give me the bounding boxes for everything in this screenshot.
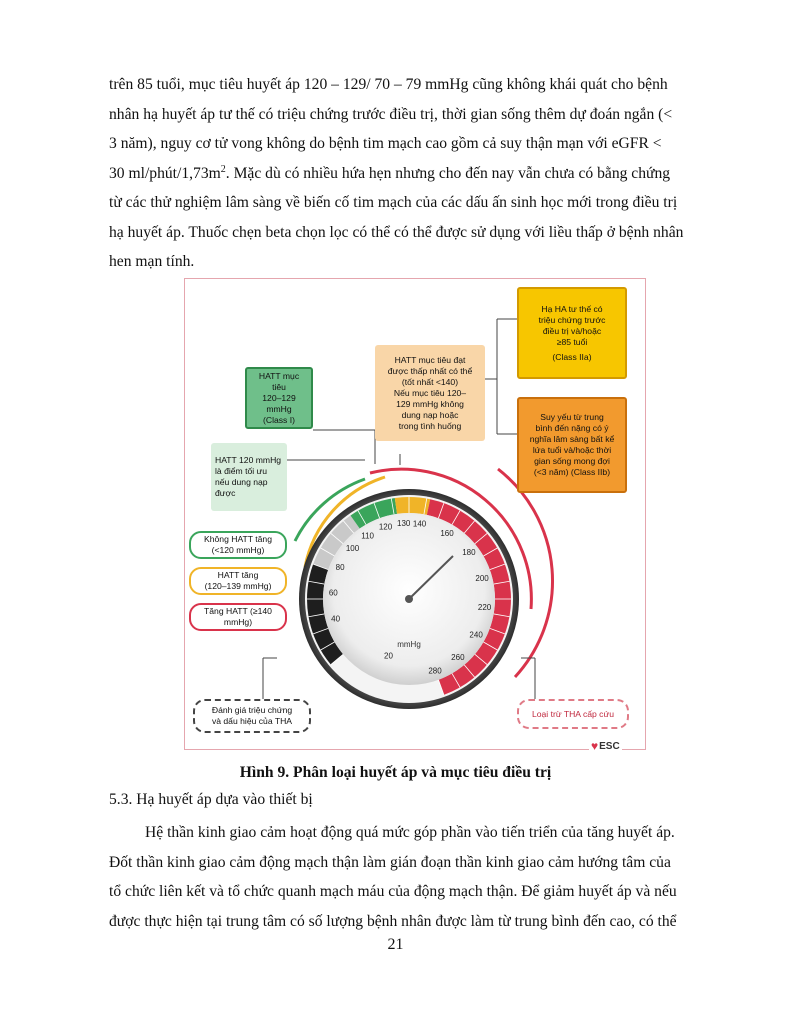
box-line: (Class I): [263, 414, 295, 425]
text-line: được thực hiện tại trung tâm có số lượng bệnh nhân được làm từ trung bình đến cao, có thể: [109, 912, 677, 930]
legend-line: (120–139 mmHg): [204, 581, 272, 591]
box-line: HATT mục tiêu: [258, 370, 300, 392]
text-line: nhân hạ huyết áp tư thế có triệu chứng trước điều trị, thời gian sống thêm dự đoán ngắn (<: [109, 105, 673, 123]
box-line: được: [215, 488, 236, 498]
page-number: 21: [387, 936, 404, 953]
text-line: hen mạn tính.: [109, 253, 195, 270]
legend-normal: [189, 531, 287, 559]
legend-hypertension: [189, 603, 287, 631]
legend-line: Không HATT tăng: [204, 534, 272, 544]
box-line: Hạ HA tư thế có: [541, 303, 603, 314]
gauge-tick-label: 100: [345, 544, 360, 554]
gauge-tick-label: 120: [378, 522, 393, 532]
box-orange-frailty: [517, 397, 627, 493]
esc-logo: [589, 739, 622, 753]
gauge-tick-label: 40: [331, 614, 341, 624]
box-line: (<3 năm) (Class IIb): [533, 467, 611, 477]
gauge-tick-label: 240: [469, 630, 483, 640]
box-line: trong tình huống: [398, 420, 462, 431]
gauge-tick-label: 60: [328, 588, 338, 598]
paragraph-bottom: [109, 818, 717, 936]
gauge-tick-label: 200: [475, 574, 489, 584]
box-line: (Class IIa): [552, 351, 592, 362]
box-line: HATT mục tiêu đạt: [394, 354, 466, 365]
text-line: Hệ thần kinh giao cảm hoạt động quá mức góp phần vào tiến triển của tăng huyết áp.: [145, 824, 675, 841]
gauge-tick-label: 160: [440, 529, 454, 539]
text-fragment: 30 ml/phút/1,73m: [109, 164, 221, 182]
text-line: 3 năm), nguy cơ tử vong không do bệnh tim mạch cao gồm cả suy thận mạn với eGFR <: [109, 135, 662, 152]
box-line: được thấp nhất có thể: [387, 365, 473, 376]
legend-line: (<120 mmHg): [211, 545, 265, 555]
box-line: dung nạp hoặc: [401, 409, 459, 420]
box-line: lứa tuổi và/hoặc thời: [532, 445, 612, 455]
text-line: hạ huyết áp. Thuốc chẹn beta chọn lọc có thể có thể được sử dụng với liều thấp ở bệnh nhân: [109, 223, 684, 241]
box-line: Loại trừ THA cấp cứu: [531, 708, 615, 719]
gauge-tick-label: 280: [428, 666, 442, 676]
gauge-tick-label: 80: [335, 562, 345, 572]
gauge-tick-label: 140: [412, 519, 427, 529]
gauge-unit: mmHg: [397, 640, 421, 649]
legend-line: HATT tăng: [217, 570, 259, 580]
gauge-tick-label: 20: [384, 651, 393, 661]
box-line: là điểm tối ưu: [215, 466, 268, 476]
box-line: 129 mmHg không: [396, 398, 464, 409]
box-dashed-exclude-emergency: [517, 699, 629, 729]
box-line: HATT 120 mmHg: [215, 455, 282, 465]
box-line: Nếu mục tiêu 120–: [393, 387, 467, 398]
gauge-tick-label: 110: [361, 531, 374, 541]
gauge-tick-label: 220: [477, 602, 492, 612]
legend-line: mmHg): [223, 617, 253, 627]
figure-blood-pressure: [184, 278, 646, 753]
box-line: gian sống mong đợi: [534, 456, 610, 466]
text-line: Đốt thần kinh giao cảm động mạch thận làm gián đoạn thần kinh giao cảm hướng tâm của: [109, 853, 671, 871]
legend-elevated: [189, 567, 287, 595]
legend-line: Tăng HATT (≥140: [204, 606, 272, 616]
gauge-tick-label: 180: [462, 548, 476, 558]
text-line: [109, 159, 717, 189]
section-heading: 5.3. Hạ huyết áp dựa vào thiết bị: [109, 791, 313, 808]
box-line: và dấu hiệu của THA: [211, 716, 293, 726]
box-green-class-i: [245, 367, 313, 429]
box-line: (tốt nhất <140): [401, 376, 459, 387]
box-line: điều trị và/hoặc: [542, 325, 602, 336]
box-line: Đánh giá triệu chứng: [211, 705, 293, 715]
text-line: trên 85 tuổi, mục tiêu huyết áp 120 – 129/ 70 – 79 mmHg cũng không khái quát cho bệnh: [109, 76, 668, 93]
gauge-band-segment: [395, 497, 430, 515]
box-line: 120–129 mmHg: [262, 392, 296, 414]
box-line: Suy yếu từ trung: [540, 412, 604, 422]
logo-text: ESC: [599, 740, 620, 752]
gauge-tick-label: 130: [397, 519, 411, 529]
box-line: triệu chứng trước: [538, 314, 606, 325]
heart-icon: ♥: [591, 739, 599, 753]
box-dashed-assess-symptoms: [193, 699, 311, 733]
gauge-tick-label: 260: [451, 653, 465, 663]
paragraph-top: [109, 70, 717, 277]
box-peach-target: [375, 345, 485, 441]
text-line: tổ chức liên kết và tổ chức quanh mạch máu của động mạch thận. Để giảm huyết áp và nếu: [109, 883, 677, 900]
box-line: ≥85 tuổi: [556, 336, 588, 347]
box-light-green-optimal: [211, 443, 287, 511]
gauge-hub: [405, 595, 413, 603]
text-line: từ các thử nghiệm lâm sàng về biến cố tim mạch của các dấu ấn sinh học mới trong điều trị: [109, 194, 678, 211]
box-line: nghĩa lâm sàng bất kể: [529, 434, 615, 444]
box-yellow-orthostatic: [517, 287, 627, 379]
box-line: bình đến nặng có ý: [535, 423, 609, 433]
superscript: 2: [220, 163, 226, 175]
figure-caption: Hình 9. Phân loại huyết áp và mục tiêu điều trị: [239, 764, 552, 781]
text-fragment: . Mặc dù có nhiều hứa hẹn nhưng cho đến nay vẫn chưa có bằng chứng: [225, 164, 671, 182]
box-line: nếu dung nạp: [215, 477, 268, 487]
